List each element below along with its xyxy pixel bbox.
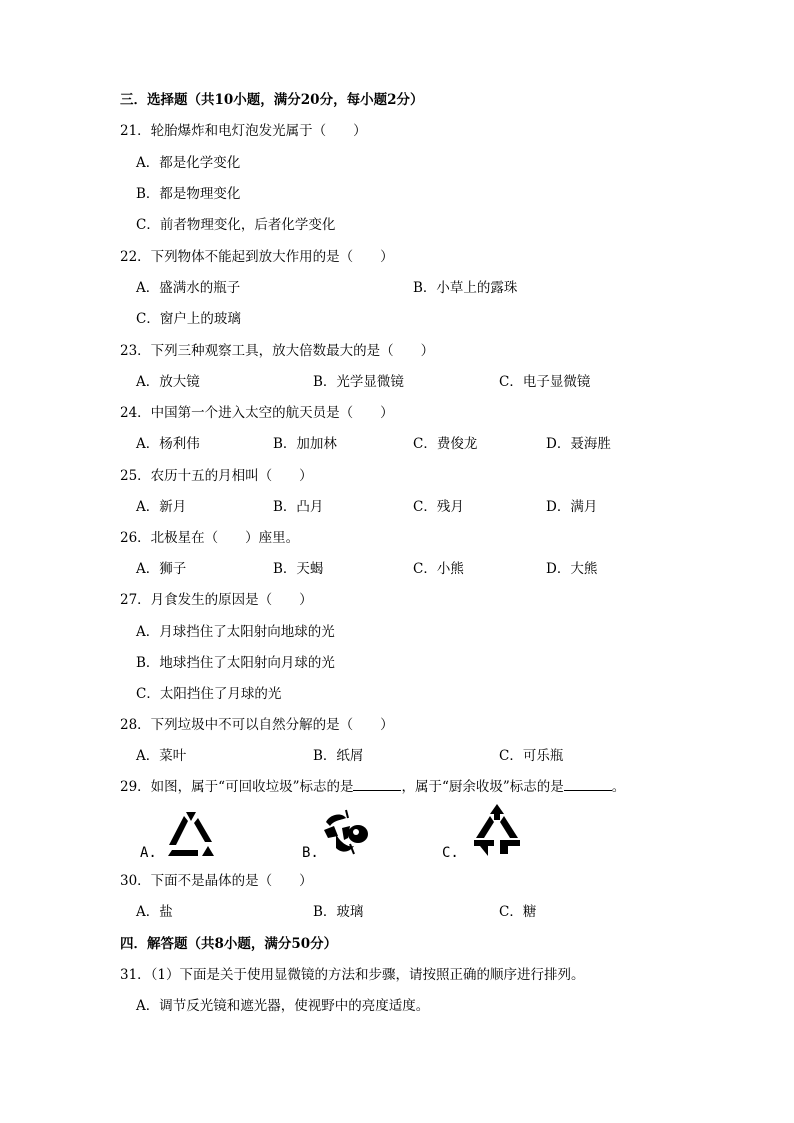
q26-option-a: A．狮子 [136,561,187,577]
q27-option-c: C．太阳挡住了月球的光 [136,686,282,702]
question-31: 31．（1）下面是关于使用显微镜的方法和步骤，请按照正确的顺序进行排列。 [120,967,585,983]
question-22: 22．下列物体不能起到放大作用的是（ ） [120,249,394,265]
q29-text-part3: 。 [611,779,626,795]
question-28: 28．下列垃圾中不可以自然分解的是（ ） [120,717,394,733]
question-27: 27．月食发生的原因是（ ） [120,592,313,608]
q24-option-b: B．加加林 [273,436,337,452]
question-30: 30．下面不是晶体的是（ ） [120,873,313,889]
q28-option-c: C．可乐瓶 [499,748,564,764]
q29-symbol-b-label: B. [302,845,319,861]
question-25: 25．农历十五的月相叫（ ） [120,468,313,484]
q27-option-b: B．地球挡住了太阳射向月球的光 [136,655,335,671]
question-23: 23．下列三种观察工具，放大倍数最大的是（ ） [120,343,435,359]
q23-option-a: A．放大镜 [136,374,200,390]
q29-blank-kitchen[interactable] [564,778,612,791]
q25-option-c: C．残月 [413,499,464,515]
q26-option-c: C．小熊 [413,561,464,577]
q27-option-a: A．月球挡住了太阳射向地球的光 [136,624,335,640]
question-21: 21．轮胎爆炸和电灯泡发光属于（ ） [120,123,367,139]
q29-text-part1: 29．如图，属于“可回收垃圾”标志的是 [120,779,354,795]
section-title-choice: 三．选择题（共10小题，满分20分，每小题2分） [120,92,424,108]
q24-option-d: D．聂海胜 [546,436,611,452]
q25-option-a: A．新月 [136,499,187,515]
question-26: 26．北极星在（ ）座里。 [120,530,300,546]
recycle-triangle-icon [164,808,218,860]
q29-blank-recyclable[interactable] [353,778,401,791]
q30-option-a: A．盐 [136,904,173,920]
q23-option-b: B．光学显微镜 [313,374,404,390]
recycle-loop-icon [472,802,522,858]
q29-text-part2: ，属于“厨余收圾”标志的是 [401,779,564,795]
q21-option-a: A．都是化学变化 [136,155,241,171]
q24-option-c: C．费俊龙 [413,436,478,452]
q23-option-c: C．电子显微镜 [499,374,591,390]
q26-option-d: D．大熊 [546,561,598,577]
q22-option-c: C．窗户上的玻璃 [136,311,241,327]
q28-option-b: B．纸屑 [313,748,364,764]
q29-symbol-c-label: C. [442,845,459,861]
q31-step-a: A．调节反光镜和遮光器，使视野中的亮度适度。 [136,998,430,1014]
q21-option-c: C．前者物理变化，后者化学变化 [136,217,336,233]
q22-option-a: A．盛满水的瓶子 [136,280,241,296]
section-title-answer: 四．解答题（共8小题，满分50分） [120,936,338,952]
question-24: 24．中国第一个进入太空的航天员是（ ） [120,405,394,421]
question-29 [120,778,625,796]
q29-symbol-a-label: A. [140,845,157,861]
q24-option-a: A．杨利伟 [136,436,200,452]
q28-option-a: A．菜叶 [136,748,187,764]
kitchen-waste-icon [320,808,372,858]
q30-option-b: B．玻璃 [313,904,364,920]
q26-option-b: B．天蝎 [273,561,324,577]
q21-option-b: B．都是物理变化 [136,186,241,202]
q22-option-b: B．小草上的露珠 [413,280,518,296]
q30-option-c: C．糖 [499,904,537,920]
q25-option-d: D．满月 [546,499,598,515]
q25-option-b: B．凸月 [273,499,324,515]
